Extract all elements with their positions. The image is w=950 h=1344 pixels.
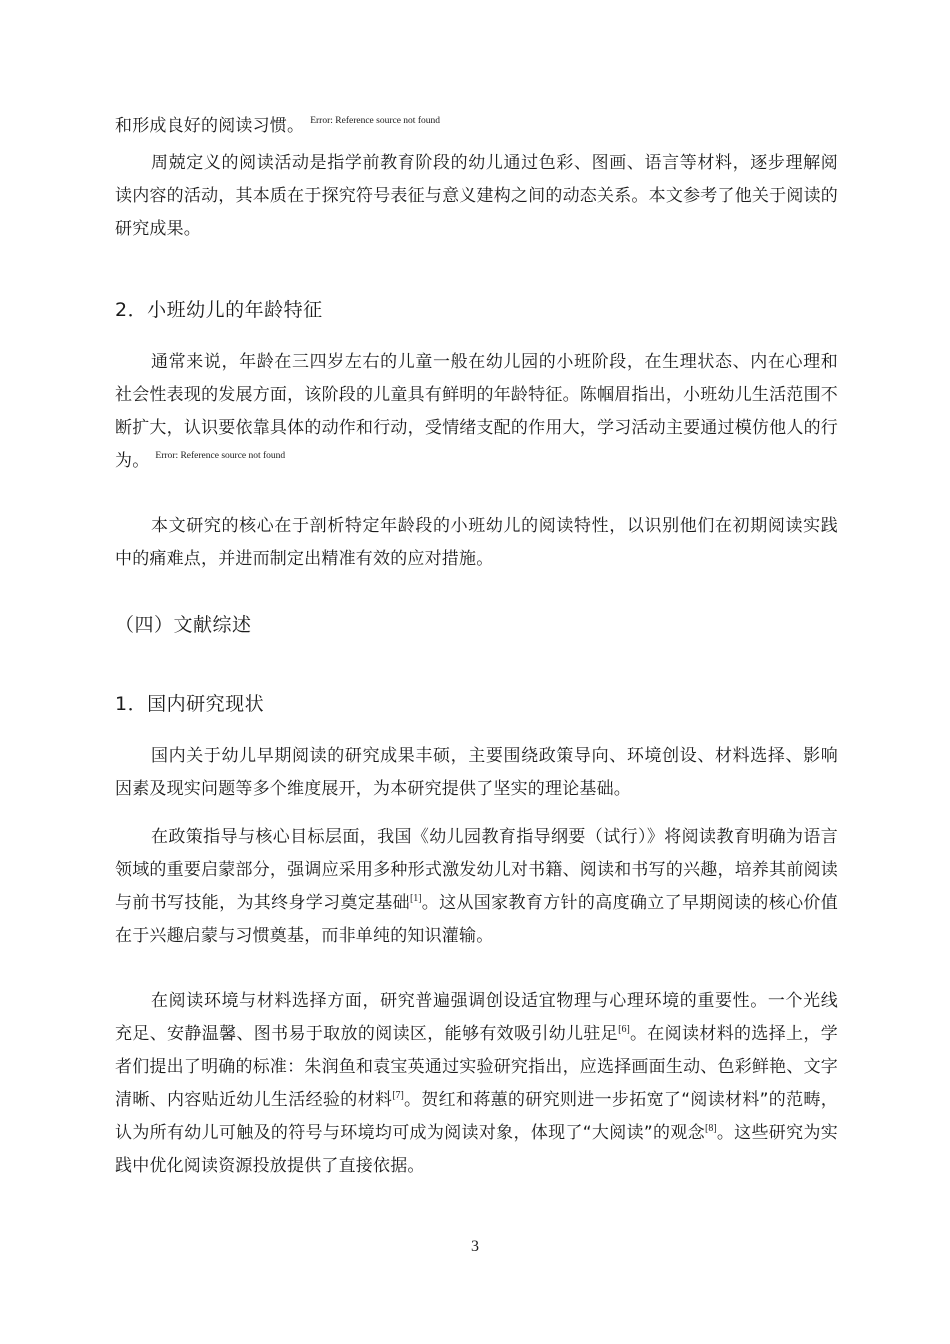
paragraph-text: 。这从国家教育方针的高度确立了早期阅读的核心价值在于兴趣启蒙与习惯奠基，而非单纯的知识灌输。 xyxy=(115,893,838,946)
paragraph-text: 国内关于幼儿早期阅读的研究成果丰硕，主要围绕政策导向、环境创设、材料选择、影响因素及现实问题等多个维度展开，为本研究提供了坚实的理论基础。 xyxy=(115,746,838,799)
paragraph-domestic-overview xyxy=(115,740,838,806)
citation-ref: [7] xyxy=(392,1090,404,1101)
paragraph-environment-materials xyxy=(115,985,838,1183)
citation-ref: [1] xyxy=(409,893,422,904)
paragraph-text: 。这些研究为实践中优化阅读资源投放提供了直接依据。 xyxy=(115,1123,838,1176)
reference-error-note: Error: Reference source not found xyxy=(310,116,440,126)
section-heading-literature-review: （四）文献综述 xyxy=(115,614,252,636)
paragraph-policy-guidance xyxy=(115,821,838,953)
paragraph-research-core xyxy=(115,510,838,576)
paragraph-text: 周兢定义的阅读活动是指学前教育阶段的幼儿通过色彩、图画、语言等材料，逐步理解阅读内容的活动，其本质在于探究符号表征与意义建构之间的动态关系。本文参考了他关于阅读的研究成果。 xyxy=(115,153,838,239)
citation-ref: [8] xyxy=(705,1123,717,1134)
paragraph-text: 本文研究的核心在于剖析特定年龄段的小班幼儿的阅读特性，以识别他们在初期阅读实践中的痛难点，并进而制定出精准有效的应对措施。 xyxy=(115,516,838,569)
reference-error-note: Error: Reference source not found xyxy=(155,451,286,461)
paragraph-text: 和形成良好的阅读习惯。 xyxy=(115,116,305,136)
paragraph-text: 通常来说，年龄在三四岁左右的儿童一般在幼儿园的小班阶段，在生理状态、内在心理和社会性表现的发展方面，该阶段的儿童具有鲜明的年龄特征。陈帼眉指出，小班幼儿生活范围不断扩大，认识要依靠具体的动作和行动，受情绪支配的作用大，学习活动主要通过模仿他人的行为。 xyxy=(115,352,838,471)
page-number: 3 xyxy=(471,1238,479,1255)
paragraph-habit xyxy=(115,110,838,143)
paragraph-reading-definition xyxy=(115,147,838,246)
paragraph-text: 在政策指导与核心目标层面，我国《幼儿园教育指导纲要（试行）》将阅读教育明确为语言领域的重要启蒙部分，强调应采用多种形式激发幼儿对书籍、阅读和书写的兴趣，培养其前阅读与前书写技能，为其终身学习奠定基础 xyxy=(115,827,838,913)
section-heading-domestic-research: 1．国内研究现状 xyxy=(115,693,265,715)
section-heading-age-characteristics: 2．小班幼儿的年龄特征 xyxy=(115,299,323,321)
paragraph-text: 。在阅读材料的选择上，学者们提出了明确的标准：朱润鱼和袁宝英通过实验研究指出，应选择画面生动、色彩鲜艳、文字清晰、内容贴近幼儿生活经验的材料 xyxy=(115,1024,838,1110)
paragraph-age-features xyxy=(115,346,838,478)
citation-ref: [6] xyxy=(618,1024,630,1035)
paragraph-text: 在阅读环境与材料选择方面，研究普遍强调创设适宜物理与心理环境的重要性。一个光线充足、安静温馨、图书易于取放的阅读区，能够有效吸引幼儿驻足 xyxy=(115,991,838,1044)
paragraph-text: 。贺红和蒋蕙的研究则进一步拓宽了“阅读材料”的范畴，认为所有幼儿可触及的符号与环境均可成为阅读对象，体现了“大阅读”的观念 xyxy=(115,1090,838,1143)
